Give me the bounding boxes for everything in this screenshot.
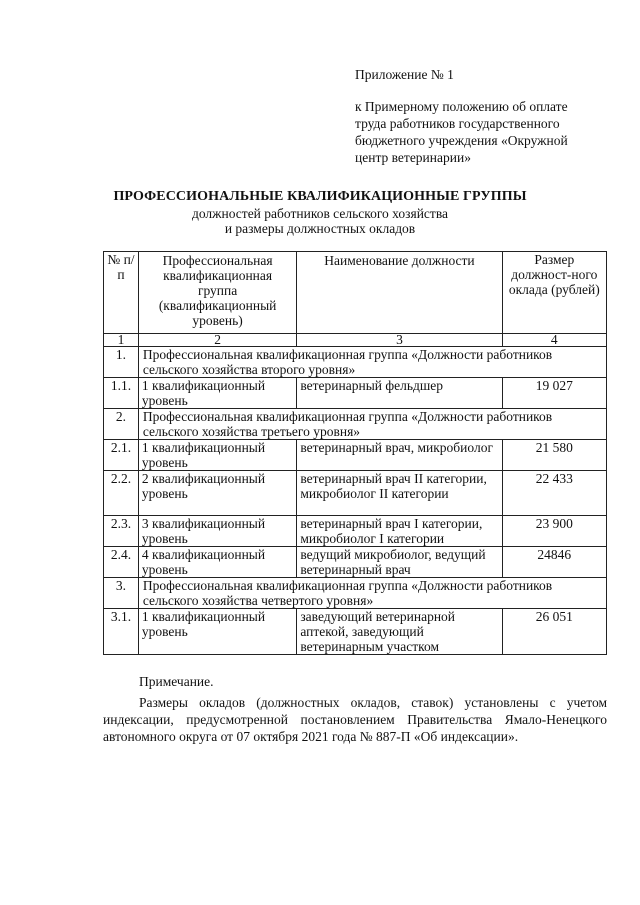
row-level: 3 квалификационный уровень: [138, 516, 296, 547]
note-text: Размеры окладов (должностных окладов, ставок) установлены с учетом индексации, предусмотренной постановлением Правительства Ямало-Ненецкого автономного округа от 07 октября 2021 года № 887-П «Об индексации».: [103, 695, 607, 744]
annex-block: [355, 66, 615, 166]
index-cell: 1: [104, 334, 139, 347]
annex-line: к Примерному положению об оплате: [355, 99, 568, 114]
index-cell: 3: [297, 334, 502, 347]
row-position: ветеринарный врач, микробиолог: [297, 440, 502, 471]
row-position: ветеринарный фельдшер: [297, 378, 502, 409]
group-row: [104, 347, 607, 378]
group-row: [104, 578, 607, 609]
table-row: [104, 547, 607, 578]
table-header-row: [104, 252, 607, 334]
row-number: 1.1.: [104, 378, 139, 409]
row-position: ветеринарный врач I категории, микробиолог I категории: [297, 516, 502, 547]
row-position: ведущий микробиолог, ведущий ветеринарный врач: [297, 547, 502, 578]
row-salary: 21 580: [502, 440, 606, 471]
row-number: 3.1.: [104, 609, 139, 655]
row-level: 1 квалификационный уровень: [138, 440, 296, 471]
row-number: 2.3.: [104, 516, 139, 547]
row-number: 2.2.: [104, 471, 139, 516]
index-cell: 2: [138, 334, 296, 347]
row-level: 1 квалификационный уровень: [138, 378, 296, 409]
header-no: № п/п: [104, 252, 139, 334]
group-number: 1.: [104, 347, 139, 378]
title-main: ПРОФЕССИОНАЛЬНЫЕ КВАЛИФИКАЦИОННЫЕ ГРУППЫ: [113, 189, 527, 204]
annex-line: бюджетного учреждения «Окружной: [355, 133, 568, 148]
row-position: заведующий ветеринарной аптекой, заведующий ветеринарным участком: [297, 609, 502, 655]
annex-line: труда работников государственного: [355, 116, 560, 131]
row-level: 4 квалификационный уровень: [138, 547, 296, 578]
row-position: ветеринарный врач II категории, микробиолог II категории: [297, 471, 502, 516]
title-subtitle-1: должностей работников сельского хозяйства: [191, 206, 449, 221]
header-position: Наименование должности: [297, 252, 502, 334]
document-title: [60, 188, 580, 236]
table-index-row: [104, 334, 607, 347]
header-salary: Размер должност-ного оклада (рублей): [502, 252, 606, 334]
salary-table: [103, 251, 607, 655]
header-group: Профессиональная квалификационная группа (квалификационный уровень): [138, 252, 296, 334]
row-salary: 26 051: [502, 609, 606, 655]
note-block: [103, 673, 607, 745]
row-salary: 19 027: [502, 378, 606, 409]
row-level: 1 квалификационный уровень: [138, 609, 296, 655]
table-row: [104, 378, 607, 409]
table-row: [104, 440, 607, 471]
note-heading: Примечание.: [139, 674, 214, 689]
group-number: 2.: [104, 409, 139, 440]
group-row: [104, 409, 607, 440]
annex-number: Приложение № 1: [355, 67, 454, 82]
row-salary: 22 433: [502, 471, 606, 516]
table-row: [104, 471, 607, 516]
row-number: 2.4.: [104, 547, 139, 578]
group-number: 3.: [104, 578, 139, 609]
row-salary: 24846: [502, 547, 606, 578]
group-name: Профессиональная квалификационная группа «Должности работников сельского хозяйства второго уровня»: [138, 347, 606, 378]
annex-line: центр ветеринарии»: [355, 150, 471, 165]
group-name: Профессиональная квалификационная группа «Должности работников сельского хозяйства третьего уровня»: [138, 409, 606, 440]
title-subtitle-2: и размеры должностных окладов: [224, 221, 416, 236]
table-row: [104, 609, 607, 655]
row-salary: 23 900: [502, 516, 606, 547]
table-row: [104, 516, 607, 547]
index-cell: 4: [502, 334, 606, 347]
row-number: 2.1.: [104, 440, 139, 471]
group-name: Профессиональная квалификационная группа «Должности работников сельского хозяйства четвертого уровня»: [138, 578, 606, 609]
row-level: 2 квалификационный уровень: [138, 471, 296, 516]
